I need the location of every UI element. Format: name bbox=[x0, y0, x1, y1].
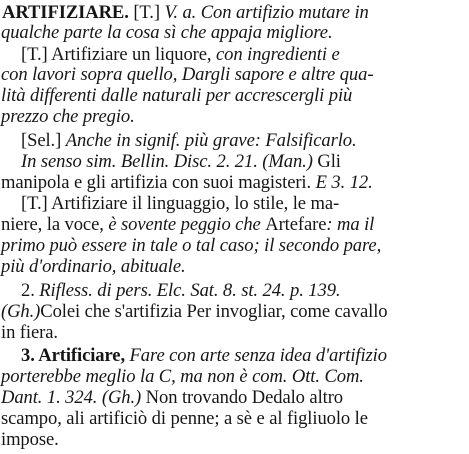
entry-line bbox=[1, 105, 469, 129]
definition-text: è sovente peggio che bbox=[108, 214, 266, 235]
source-tag: [T.] bbox=[21, 193, 52, 214]
quotation-text: Gli bbox=[317, 151, 341, 172]
entry-line bbox=[1, 21, 469, 45]
source-tag: [Sel.] bbox=[21, 130, 66, 151]
citation-text: In senso sim. Bellin. Disc. 2. 21. (Man.) bbox=[21, 151, 318, 172]
citation-text: E 3. 12. bbox=[315, 172, 373, 193]
quotation-text: Artifiziare un liquore, bbox=[51, 44, 217, 65]
definition-text: : ma il bbox=[326, 214, 375, 235]
quotation-text: Artifiziare il linguaggio, lo stile, le ma- bbox=[51, 193, 340, 214]
quotation-text: in fiera. bbox=[1, 322, 58, 343]
quotation-text: Colei che s'artifizia Per invogliar, come cavallo bbox=[40, 301, 388, 322]
definition-text: più d'ordinario, abituale. bbox=[1, 256, 186, 277]
citation-text: Dant. 1. 324. (Gh.) bbox=[1, 387, 146, 408]
definition-text: V. a. Con artifizio mutare in bbox=[164, 2, 369, 23]
headword: ARTIFIZIARE. bbox=[2, 2, 129, 23]
definition-text: qualche parte la cosa sì che appaja migliore. bbox=[1, 22, 333, 43]
definition-text: porterebbe meglio la C, ma non è com. Ott. Com. bbox=[1, 366, 364, 387]
definition-text: primo può essere in tale o tal caso; il secondo pare, bbox=[1, 235, 382, 256]
quotation-text: impose. bbox=[1, 429, 59, 450]
definition-text: con lavori sopra quello, Dargli sapore e altre qua- bbox=[1, 64, 374, 85]
entry-line bbox=[1, 255, 469, 279]
citation-text: Rifless. di pers. Elc. Sat. 8. st. 24. p. 139. bbox=[39, 280, 341, 301]
definition-text: Anche in signif. più grave: Falsificarlo. bbox=[65, 130, 357, 151]
definition-text: prezzo che pregio. bbox=[1, 106, 135, 127]
definition-text: con ingredienti e bbox=[216, 44, 340, 65]
source-tag: [T.] bbox=[21, 44, 52, 65]
definition-text: Fare con arte senza idea d'artifizio bbox=[129, 345, 387, 366]
sense-headword: 3. Artificiare, bbox=[21, 345, 130, 366]
quotation-text: manipola e gli artifizia con suoi magisteri. bbox=[1, 172, 316, 193]
quotation-text: Non trovando Dedalo altro bbox=[145, 387, 344, 408]
quotation-text: Artefare bbox=[265, 214, 327, 235]
sense-number: 2. bbox=[21, 280, 40, 301]
quotation-text: niere, la voce, bbox=[1, 214, 109, 235]
citation-text: (Gh.) bbox=[1, 301, 41, 322]
definition-text: lità differenti dalle naturali per accrescergli più bbox=[1, 85, 353, 106]
quotation-text: scampo, ali artificiò di penne; a sè e al figliuolo le bbox=[1, 408, 368, 429]
source-tag: [T.] bbox=[128, 2, 165, 23]
entry-line bbox=[1, 321, 469, 345]
entry-line bbox=[1, 428, 469, 452]
